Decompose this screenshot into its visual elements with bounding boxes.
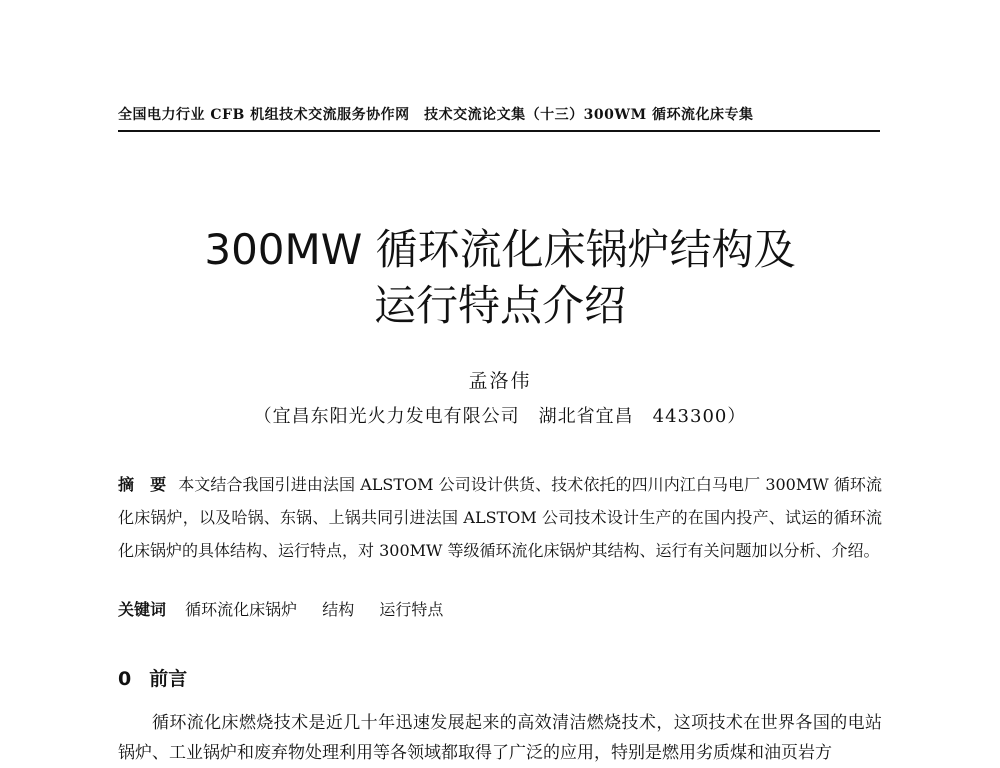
- keywords: [118, 597, 882, 620]
- running-header: 全国电力行业 CFB 机组技术交流服务协作网 技术交流论文集（十三）300WM 循环流化床专集: [118, 104, 880, 132]
- body-paragraph: 循环流化床燃烧技术是近几十年迅速发展起来的高效清洁燃烧技术，这项技术在世界各国的电站锅炉、工业锅炉和废弃物处理利用等各领域都取得了广泛的应用，特别是燃用劣质煤和油页岩方: [118, 713, 882, 763]
- section-number: 0: [118, 668, 132, 690]
- keyword-item: 循环流化床锅炉: [185, 600, 298, 619]
- paper-title-line-2: 运行特点介绍: [373, 281, 626, 330]
- abstract-text: 本文结合我国引进由法国 ALSTOM 公司设计供货、技术依托的四川内江白马电厂 300MW 循环流化床锅炉，以及哈锅、东锅、上锅共同引进法国 ALSTOM 公司技术设计生产的在国内投产、试运的循环流化床锅炉的具体结构、运行特点，对 300MW 等级循环流化床锅炉其结构、运行有关问题加以分析、介绍。: [118, 475, 882, 560]
- author-name: 孟洛伟: [468, 370, 532, 392]
- abstract-label: 摘 要: [118, 475, 167, 494]
- section-heading: [118, 664, 187, 691]
- paper-title: [0, 222, 1000, 334]
- keyword-item: 结构: [322, 600, 355, 619]
- abstract: [118, 468, 882, 567]
- keyword-item: 运行特点: [379, 600, 444, 619]
- section-title: 前言: [149, 668, 188, 690]
- paper-title-line-1: 300MW 循环流化床锅炉结构及: [204, 225, 796, 274]
- author-affiliation: （宜昌东阳光火力发电有限公司 湖北省宜昌 443300）: [253, 406, 747, 427]
- keywords-label: 关键词: [118, 600, 167, 619]
